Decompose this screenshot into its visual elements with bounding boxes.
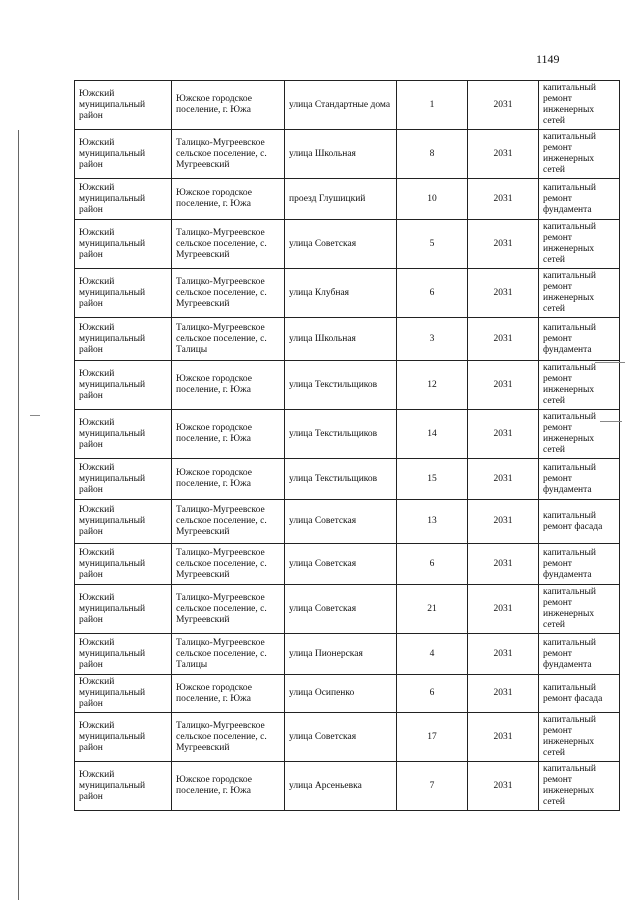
year-cell: 2031 — [468, 459, 539, 500]
district-cell: Южский муниципальный район — [75, 81, 172, 130]
street-cell: улица Школьная — [285, 318, 397, 361]
repair-schedule-table — [74, 80, 620, 811]
house-number-cell: 4 — [397, 634, 468, 675]
street-cell: улица Осипенко — [285, 675, 397, 713]
year-cell: 2031 — [468, 81, 539, 130]
table-row — [75, 410, 620, 459]
house-number-cell: 15 — [397, 459, 468, 500]
house-number-cell: 7 — [397, 762, 468, 811]
street-cell: улица Стандартные дома — [285, 81, 397, 130]
settlement-cell: Талицко-Мугреевское сельское поселение, с. Мугреевский — [172, 713, 285, 762]
work-type-cell: капитальный ремонт фасада — [539, 675, 620, 713]
table-row — [75, 81, 620, 130]
table-row — [75, 361, 620, 410]
district-cell: Южский муниципальный район — [75, 318, 172, 361]
settlement-cell: Южское городское поселение, г. Южа — [172, 361, 285, 410]
year-cell: 2031 — [468, 410, 539, 459]
settlement-cell: Талицко-Мугреевское сельское поселение, с. Мугреевский — [172, 220, 285, 269]
year-cell: 2031 — [468, 544, 539, 585]
street-cell: улица Советская — [285, 713, 397, 762]
house-number-cell: 6 — [397, 544, 468, 585]
table-row — [75, 130, 620, 179]
house-number-cell: 13 — [397, 500, 468, 544]
district-cell: Южский муниципальный район — [75, 220, 172, 269]
table-row — [75, 634, 620, 675]
scan-margin-line — [18, 130, 19, 900]
table-row — [75, 675, 620, 713]
house-number-cell: 6 — [397, 675, 468, 713]
district-cell: Южский муниципальный район — [75, 762, 172, 811]
street-cell: улица Пионерская — [285, 634, 397, 675]
street-cell: улица Советская — [285, 585, 397, 634]
work-type-cell: капитальный ремонт инженерных сетей — [539, 713, 620, 762]
settlement-cell: Талицко-Мугреевское сельское поселение, с. Мугреевский — [172, 544, 285, 585]
house-number-cell: 6 — [397, 269, 468, 318]
settlement-cell: Южское городское поселение, г. Южа — [172, 410, 285, 459]
street-cell: улица Школьная — [285, 130, 397, 179]
district-cell: Южский муниципальный район — [75, 713, 172, 762]
work-type-cell: капитальный ремонт инженерных сетей — [539, 81, 620, 130]
house-number-cell: 10 — [397, 179, 468, 220]
house-number-cell: 1 — [397, 81, 468, 130]
district-cell: Южский муниципальный район — [75, 544, 172, 585]
house-number-cell: 8 — [397, 130, 468, 179]
street-cell: улица Текстильщиков — [285, 459, 397, 500]
house-number-cell: 12 — [397, 361, 468, 410]
year-cell: 2031 — [468, 713, 539, 762]
work-type-cell: капитальный ремонт инженерных сетей — [539, 130, 620, 179]
house-number-cell: 3 — [397, 318, 468, 361]
table-row — [75, 318, 620, 361]
year-cell: 2031 — [468, 762, 539, 811]
settlement-cell: Южское городское поселение, г. Южа — [172, 762, 285, 811]
year-cell: 2031 — [468, 179, 539, 220]
settlement-cell: Талицко-Мугреевское сельское поселение, с. Мугреевский — [172, 585, 285, 634]
year-cell: 2031 — [468, 318, 539, 361]
street-cell: улица Арсеньевка — [285, 762, 397, 811]
table-row — [75, 762, 620, 811]
work-type-cell: капитальный ремонт фундамента — [539, 634, 620, 675]
house-number-cell: 17 — [397, 713, 468, 762]
settlement-cell: Южское городское поселение, г. Южа — [172, 179, 285, 220]
year-cell: 2031 — [468, 130, 539, 179]
year-cell: 2031 — [468, 585, 539, 634]
district-cell: Южский муниципальный район — [75, 675, 172, 713]
settlement-cell: Талицко-Мугреевское сельское поселение, с. Мугреевский — [172, 500, 285, 544]
year-cell: 2031 — [468, 675, 539, 713]
street-cell: улица Текстильщиков — [285, 361, 397, 410]
settlement-cell: Южское городское поселение, г. Южа — [172, 459, 285, 500]
work-type-cell: капитальный ремонт инженерных сетей — [539, 361, 620, 410]
table-row — [75, 544, 620, 585]
work-type-cell: капитальный ремонт фасада — [539, 500, 620, 544]
scan-margin-mark — [595, 362, 625, 363]
year-cell: 2031 — [468, 500, 539, 544]
district-cell: Южский муниципальный район — [75, 179, 172, 220]
year-cell: 2031 — [468, 220, 539, 269]
work-type-cell: капитальный ремонт фундамента — [539, 459, 620, 500]
scan-margin-mark — [600, 421, 622, 422]
district-cell: Южский муниципальный район — [75, 459, 172, 500]
table-row — [75, 459, 620, 500]
settlement-cell: Талицко-Мугреевское сельское поселение, с. Мугреевский — [172, 130, 285, 179]
house-number-cell: 5 — [397, 220, 468, 269]
district-cell: Южский муниципальный район — [75, 585, 172, 634]
table-row — [75, 585, 620, 634]
table-row — [75, 220, 620, 269]
work-type-cell: капитальный ремонт инженерных сетей — [539, 585, 620, 634]
settlement-cell: Талицко-Мугреевское сельское поселение, с. Мугреевский — [172, 269, 285, 318]
street-cell: улица Клубная — [285, 269, 397, 318]
year-cell: 2031 — [468, 361, 539, 410]
street-cell: улица Советская — [285, 500, 397, 544]
settlement-cell: Южское городское поселение, г. Южа — [172, 675, 285, 713]
street-cell: улица Советская — [285, 544, 397, 585]
settlement-cell: Талицко-Мугреевское сельское поселение, с. Талицы — [172, 634, 285, 675]
work-type-cell: капитальный ремонт фундамента — [539, 179, 620, 220]
settlement-cell: Южское городское поселение, г. Южа — [172, 81, 285, 130]
street-cell: улица Текстильщиков — [285, 410, 397, 459]
work-type-cell: капитальный ремонт инженерных сетей — [539, 762, 620, 811]
district-cell: Южский муниципальный район — [75, 634, 172, 675]
district-cell: Южский муниципальный район — [75, 361, 172, 410]
scan-margin-mark — [30, 415, 40, 416]
house-number-cell: 21 — [397, 585, 468, 634]
district-cell: Южский муниципальный район — [75, 269, 172, 318]
district-cell: Южский муниципальный район — [75, 500, 172, 544]
page-number: 1149 — [536, 52, 560, 66]
district-cell: Южский муниципальный район — [75, 130, 172, 179]
work-type-cell: капитальный ремонт инженерных сетей — [539, 410, 620, 459]
district-cell: Южский муниципальный район — [75, 410, 172, 459]
house-number-cell: 14 — [397, 410, 468, 459]
table-row — [75, 713, 620, 762]
street-cell: проезд Глушицкий — [285, 179, 397, 220]
table-row — [75, 500, 620, 544]
table-row — [75, 179, 620, 220]
work-type-cell: капитальный ремонт инженерных сетей — [539, 220, 620, 269]
work-type-cell: капитальный ремонт инженерных сетей — [539, 269, 620, 318]
street-cell: улица Советская — [285, 220, 397, 269]
work-type-cell: капитальный ремонт фундамента — [539, 318, 620, 361]
work-type-cell: капитальный ремонт фундамента — [539, 544, 620, 585]
settlement-cell: Талицко-Мугреевское сельское поселение, с. Талицы — [172, 318, 285, 361]
table-row — [75, 269, 620, 318]
year-cell: 2031 — [468, 269, 539, 318]
year-cell: 2031 — [468, 634, 539, 675]
